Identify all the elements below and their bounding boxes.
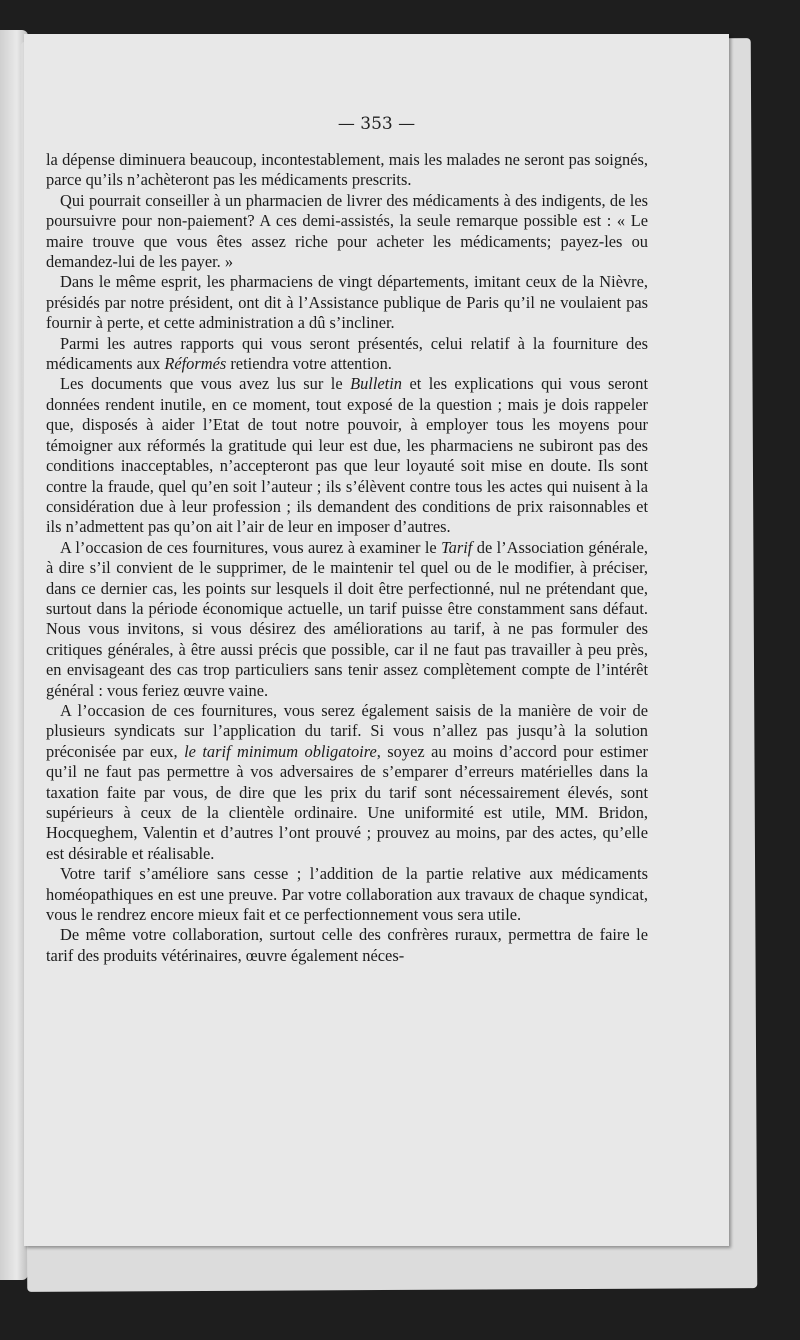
document-page bbox=[24, 34, 729, 1246]
text-run: retiendra votre attention. bbox=[226, 354, 392, 374]
text-run: A l’occasion de ces fournitures, vous aurez à examiner le bbox=[60, 537, 442, 557]
paragraph bbox=[46, 272, 648, 333]
italic-text: le tarif minimum obligatoire bbox=[184, 741, 377, 761]
body-text bbox=[46, 150, 648, 966]
paragraph bbox=[46, 538, 648, 701]
paragraph bbox=[46, 701, 648, 864]
text-run: et les explications qui vous seront données rendent inutile, en ce moment, tout exposé de la question ; mais je dois rappeler que, disposés à aider l’Etat de tout notre pouvoir, à employer tous les moyens pour témoigner aux réformés la gratitude qui leur est due, les pharmaciens ne subiront pas des conditions inacceptables, n’accepteront pas que leur loyauté soit mise en doute. Ils sont contre la fraude, quel qu’en soit l’auteur ; ils s’élèvent contre tous les actes qui nuisent à la considération due à leur profession ; ils demandent des conditions de prix raisonnables et ils n’admettent pas qu’on ait l’air de leur en imposer d’autres. bbox=[46, 374, 648, 537]
paragraph bbox=[46, 150, 648, 191]
text-run: Votre tarif s’améliore sans cesse ; l’addition de la partie relative aux médicaments homéopathiques en est une preuve. Par votre collaboration aux travaux de chaque syndicat, vous le rendrez encore mieux fait et ce perfectionnement vous sera utile. bbox=[46, 864, 648, 925]
italic-text: Tarif bbox=[441, 537, 473, 557]
text-run: Dans le même esprit, les pharmaciens de vingt départements, imitant ceux de la Nièvre, présidés par notre président, ont dit à l’Assistance publique de Paris qu’il ne voulaient pas fournir à perte, et cette administration a dû s’incliner. bbox=[46, 272, 648, 333]
paragraph bbox=[46, 374, 648, 537]
text-run: De même votre collaboration, surtout celle des confrères ruraux, permettra de faire le tarif des produits vétérinaires, œuvre également néces- bbox=[46, 925, 648, 965]
text-run: la dépense diminuera beaucoup, incontestablement, mais les malades ne seront pas soignés, parce qu’ils n’achèteront pas les médicaments prescrits. bbox=[46, 150, 648, 190]
text-run: Qui pourrait conseiller à un pharmacien de livrer des médicaments à des indigents, de les poursuivre pour non-paiement? A ces demi-assistés, la seule remarque possible est : « Le maire trouve que vous êtes assez riche pour acheter les médicaments; payez-les ou demandez-lui de les payer. » bbox=[46, 190, 648, 272]
italic-text: Réformés bbox=[164, 354, 227, 374]
text-run: , soyez au moins d’accord pour estimer qu’il ne faut pas permettre à vos adversaires de s’emparer d’erreurs matérielles dans la taxation faite par vous, de dire que les prix du tarif sont nécessairement élevés, sont supérieurs à ceux de la clientèle ordinaire. Une uniformité est utile, MM. Bridon, Hocqueghem, Valentin et d’autres l’ont prouvé ; prouvez au moins, par des actes, qu’elle est désirable et réalisable. bbox=[46, 741, 649, 863]
paragraph bbox=[46, 191, 648, 273]
paragraph bbox=[46, 334, 648, 375]
paragraph bbox=[46, 925, 648, 966]
text-run: Parmi les autres rapports qui vous seront présentés, celui relatif à la fourniture des médicaments aux bbox=[46, 333, 648, 374]
text-run: Les documents que vous avez lus sur le bbox=[60, 374, 351, 394]
italic-text: Bulletin bbox=[350, 374, 402, 394]
paragraph bbox=[46, 864, 648, 925]
text-run: A l’occasion de ces fournitures, vous serez également saisis de la manière de voir de plusieurs syndicats sur l’application du tarif. Si vous n’allez pas jusqu’à la solution préconisée par eux, bbox=[46, 700, 648, 761]
text-run: de l’Association générale, à dire s’il convient de le supprimer, de le maintenir tel quel ou de le modifier, à préciser, dans ce dernier cas, les points sur lesquels il doit être perfectionné, nul ne prétendant que, surtout dans la période économique actuelle, un tarif puisse être constamment sans défaut. Nous vous invitons, si vous désirez des améliorations au tarif, à ne pas formuler des critiques générales, à être aussi précis que possible, car il ne faut pas travailler à peu près, en envisageant des cas trop particuliers sans tenir assez complètement compte de l’intérêt général : vous feriez œuvre vaine. bbox=[46, 537, 648, 700]
page-number: — 353 — bbox=[337, 114, 416, 134]
